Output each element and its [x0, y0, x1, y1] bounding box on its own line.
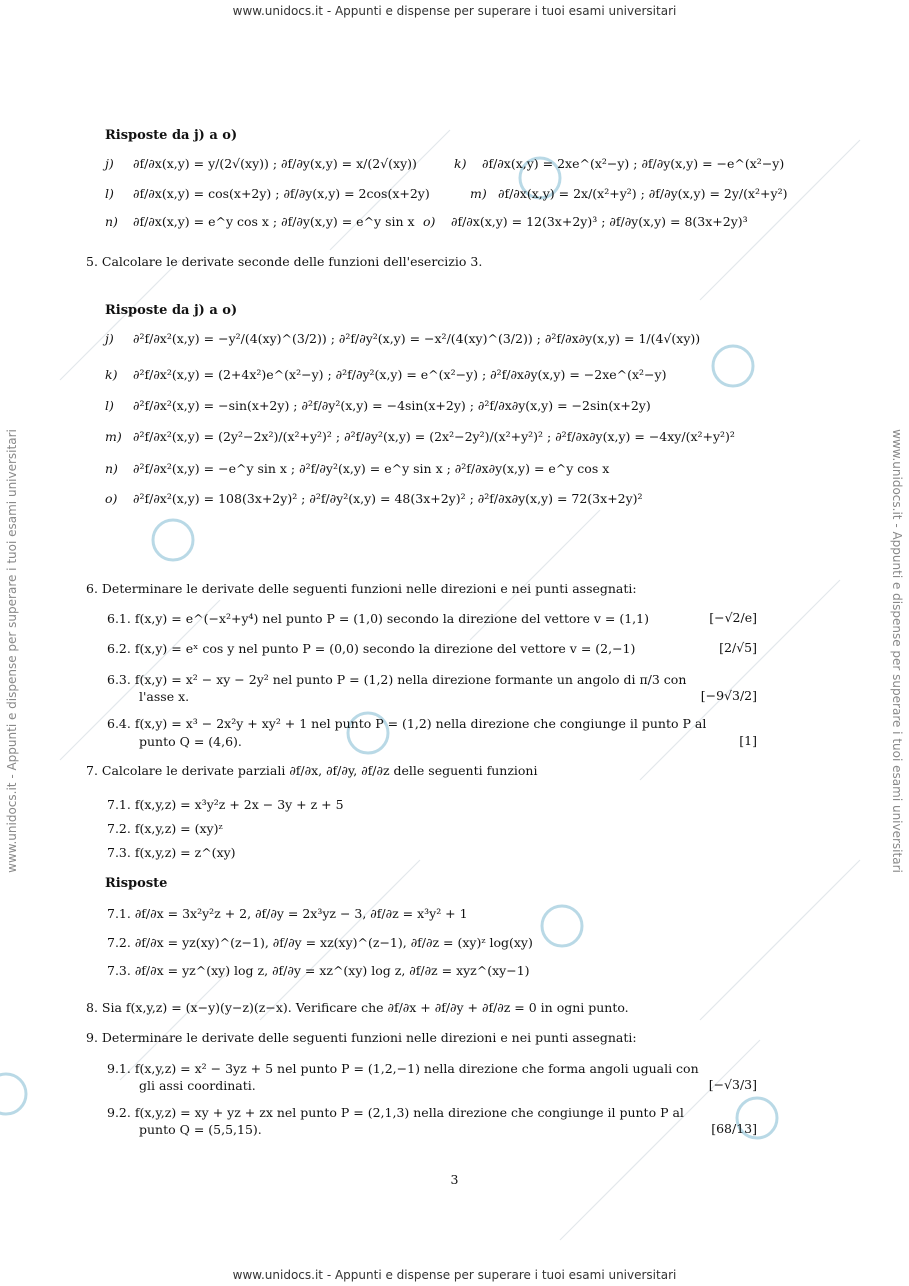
answer-row-j: [105, 155, 417, 173]
answer-expression: ∂f/∂x(x,y) = cos(x+2y) ; ∂f/∂y(x,y) = 2cos(x+2y): [133, 186, 430, 201]
exercise-7-title: 7. Calcolare le derivate parziali ∂f/∂x, ∂f/∂y, ∂f/∂z delle seguenti funzioni: [86, 763, 538, 778]
exercise-8: 8. Sia f(x,y,z) = (x−y)(y−z)(z−x). Verificare che ∂f/∂x + ∂f/∂y + ∂f/∂z = 0 in ogni punto.: [86, 1000, 629, 1015]
item-text: f(x,y) = eˣ cos y nel punto P = (0,0) secondo la direzione del vettore v = (2,−1): [134, 641, 636, 656]
exercise-6-3-continuation: l'asse x.: [139, 689, 190, 704]
section-header-second-derivatives: Risposte da j) a o): [105, 303, 238, 318]
unidocs-logo-icon: [0, 0, 1, 1]
answer-label: k): [105, 367, 118, 382]
answer-expression: ∂f/∂x(x,y) = e^y cos x ; ∂f/∂y(x,y) = e^y sin x: [133, 214, 415, 229]
page-number: 3: [450, 1172, 459, 1187]
exercise-9-1-continuation: gli assi coordinati.: [139, 1078, 256, 1093]
second-answer-row-n: [105, 460, 609, 478]
exercise-9-title: 9. Determinare le derivate delle seguenti funzioni nelle direzioni e nei punti assegnati:: [86, 1030, 637, 1045]
answer-row-n: [105, 213, 415, 231]
item-text: ∂f/∂x = yz^(xy) log z, ∂f/∂y = xz^(xy) log z, ∂f/∂z = xyz^(xy−1): [134, 963, 530, 978]
exercise-9-1: [107, 1060, 699, 1078]
exercise-6-title: 6. Determinare le derivate delle seguenti funzioni nelle direzioni e nei punti assegnati:: [86, 581, 637, 596]
item-text: f(x,y,z) = x³y²z + 2x − 3y + z + 5: [134, 797, 344, 812]
exercise-9-2-continuation: punto Q = (5,5,15).: [139, 1122, 262, 1137]
answer-label: l): [105, 186, 114, 201]
answer-label: k): [454, 156, 467, 171]
item-number: 9.2.: [107, 1105, 131, 1120]
item-number: 7.3.: [107, 963, 131, 978]
second-answer-row-o: [105, 490, 643, 508]
item-text: ∂f/∂x = 3x²y²z + 2, ∂f/∂y = 2x³yz − 3, ∂f/∂z = x³y² + 1: [134, 906, 468, 921]
exercise-6-2: [107, 640, 635, 658]
item-number: 7.1.: [107, 797, 131, 812]
item-number: 6.2.: [107, 641, 131, 656]
exercise-7-1: [107, 796, 344, 814]
item-number: 6.3.: [107, 672, 131, 687]
answer-label: l): [105, 398, 114, 413]
exercise-7-answer-3: [107, 962, 530, 980]
exercise-7-answer-2: [107, 934, 533, 952]
exercise-6-3: [107, 671, 686, 689]
second-answer-row-k: [105, 366, 666, 384]
item-text: f(x,y,z) = xy + yz + zx nel punto P = (2,1,3) nella direzione che congiunge il punto P al: [134, 1105, 684, 1120]
exercise-7-3: [107, 844, 236, 862]
answer-row-o: [423, 213, 748, 231]
answer-label: m): [470, 186, 487, 201]
exercise-7-2: [107, 820, 223, 838]
exercise-9-2-answer: [68/13]: [711, 1121, 757, 1136]
item-number: 6.1.: [107, 611, 131, 626]
answer-expression: ∂f/∂x(x,y) = y/(2√(xy)) ; ∂f/∂y(x,y) = x/(2√(xy)): [133, 156, 417, 171]
exercise-7-answer-1: [107, 905, 468, 923]
answer-expression: ∂f/∂x(x,y) = 2xe^(x²−y) ; ∂f/∂y(x,y) = −e^(x²−y): [482, 156, 785, 171]
section-header-first-derivatives: Risposte da j) a o): [105, 128, 238, 143]
answer-expression: ∂²f/∂x²(x,y) = −y²/(4(xy)^(3/2)) ; ∂²f/∂y²(x,y) = −x²/(4(xy)^(3/2)) ; ∂²f/∂x∂y(x,y) = 1/(4√(xy)): [133, 331, 701, 346]
exercise-9-2: [107, 1104, 684, 1122]
answer-expression: ∂²f/∂x²(x,y) = (2+4x²)e^(x²−y) ; ∂²f/∂y²(x,y) = e^(x²−y) ; ∂²f/∂x∂y(x,y) = −2xe^(x²−y): [133, 367, 667, 382]
exercise-6-4: [107, 715, 706, 733]
answer-expression: ∂f/∂x(x,y) = 12(3x+2y)³ ; ∂f/∂y(x,y) = 8(3x+2y)³: [451, 214, 748, 229]
exercise-6-2-answer: [2/√5]: [719, 640, 757, 655]
exercise-9-1-answer: [−√3/3]: [708, 1077, 757, 1092]
second-answer-row-j: [105, 330, 700, 348]
item-number: 9.1.: [107, 1061, 131, 1076]
answer-label: n): [105, 461, 118, 476]
answer-label: j): [105, 156, 114, 171]
exercise-6-1-answer: [−√2/e]: [709, 610, 757, 625]
answer-expression: ∂²f/∂x²(x,y) = −sin(x+2y) ; ∂²f/∂y²(x,y) = −4sin(x+2y) ; ∂²f/∂x∂y(x,y) = −2sin(x+2y): [133, 398, 651, 413]
answer-label: n): [105, 214, 118, 229]
second-answer-row-m: [105, 428, 735, 446]
answer-expression: ∂²f/∂x²(x,y) = 108(3x+2y)² ; ∂²f/∂y²(x,y) = 48(3x+2y)² ; ∂²f/∂x∂y(x,y) = 72(3x+2y)²: [133, 491, 643, 506]
second-answer-row-l: [105, 397, 651, 415]
item-text: f(x,y) = e^(−x²+y⁴) nel punto P = (1,0) secondo la direzione del vettore v = (1,1): [134, 611, 649, 626]
exercise-7-answers-header: Risposte: [105, 876, 168, 891]
answer-row-m: [470, 185, 787, 203]
answer-expression: ∂f/∂x(x,y) = 2x/(x²+y²) ; ∂f/∂y(x,y) = 2y/(x²+y²): [498, 186, 788, 201]
answer-row-k: [454, 155, 784, 173]
exercise-6-4-answer: [1]: [739, 733, 757, 748]
answer-label: j): [105, 331, 114, 346]
exercise-5: 5. Calcolare le derivate seconde delle funzioni dell'esercizio 3.: [86, 254, 483, 269]
watermark-right: www.unidocs.it - Appunti e dispense per superare i tuoi esami universitari: [890, 429, 904, 873]
item-number: 6.4.: [107, 716, 131, 731]
answer-row-l: [105, 185, 430, 203]
watermark-bottom: www.unidocs.it - Appunti e dispense per superare i tuoi esami universitari: [232, 1268, 677, 1282]
answer-expression: ∂²f/∂x²(x,y) = (2y²−2x²)/(x²+y²)² ; ∂²f/∂y²(x,y) = (2x²−2y²)/(x²+y²)² ; ∂²f/∂x∂y(x,y) = −4xy/(x²+y²)²: [133, 429, 735, 444]
watermark-top: www.unidocs.it - Appunti e dispense per superare i tuoi esami universitari: [232, 4, 677, 18]
item-number: 7.1.: [107, 906, 131, 921]
item-number: 7.2.: [107, 821, 131, 836]
exercise-6-1: [107, 610, 649, 628]
exercise-6-4-continuation: punto Q = (4,6).: [139, 734, 242, 749]
item-text: f(x,y,z) = x² − 3yz + 5 nel punto P = (1,2,−1) nella direzione che forma angoli uguali con: [134, 1061, 699, 1076]
item-text: f(x,y,z) = (xy)ᶻ: [134, 821, 223, 836]
item-text: ∂f/∂x = yz(xy)^(z−1), ∂f/∂y = xz(xy)^(z−1), ∂f/∂z = (xy)ᶻ log(xy): [134, 935, 533, 950]
answer-label: o): [423, 214, 436, 229]
item-text: f(x,y) = x² − xy − 2y² nel punto P = (1,2) nella direzione formante un angolo di π/3 con: [134, 672, 687, 687]
answer-expression: ∂²f/∂x²(x,y) = −e^y sin x ; ∂²f/∂y²(x,y) = e^y sin x ; ∂²f/∂x∂y(x,y) = e^y cos x: [133, 461, 610, 476]
watermark-left: www.unidocs.it - Appunti e dispense per superare i tuoi esami universitari: [5, 429, 19, 873]
exercise-6-3-answer: [−9√3/2]: [700, 688, 757, 703]
answer-label: m): [105, 429, 122, 444]
item-text: f(x,y,z) = z^(xy): [134, 845, 236, 860]
item-text: f(x,y) = x³ − 2x²y + xy² + 1 nel punto P = (1,2) nella direzione che congiunge il punto P al: [134, 716, 707, 731]
item-number: 7.3.: [107, 845, 131, 860]
item-number: 7.2.: [107, 935, 131, 950]
answer-label: o): [105, 491, 118, 506]
